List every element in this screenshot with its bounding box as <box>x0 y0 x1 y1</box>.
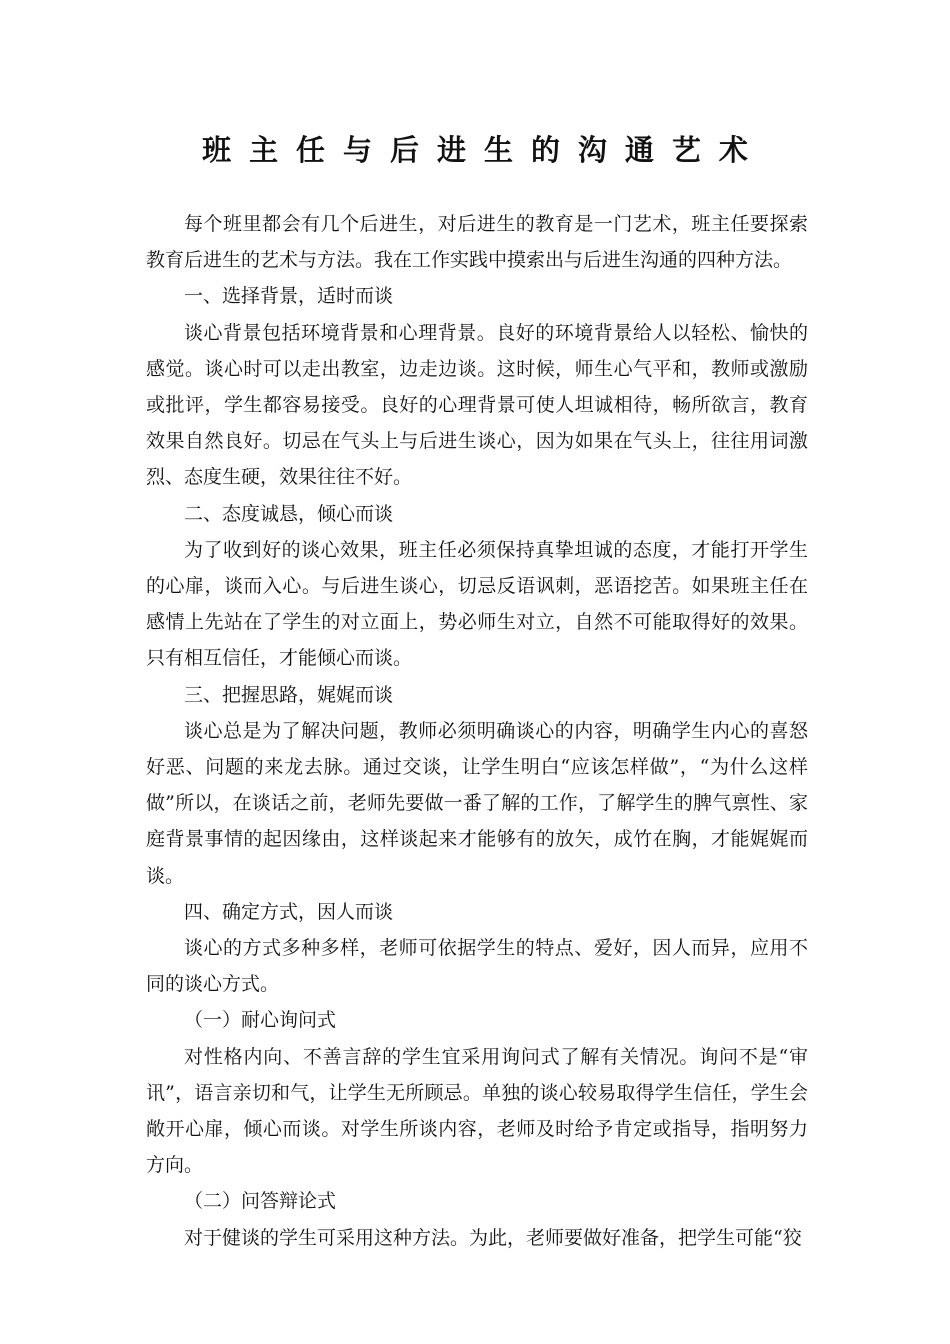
subsection-heading-1: （一）耐心询问式 <box>184 1009 337 1032</box>
document-title: 班主任与后进生的沟通艺术 <box>202 133 766 167</box>
section-heading-1: 一、选择背景，适时而谈 <box>184 285 394 308</box>
section-heading-2: 二、态度诚恳，倾心而谈 <box>184 502 394 525</box>
section-4-paragraph: 谈心的方式多种多样，老师可依据学生的特点、爱好，因人而异，应用不同的谈心方式。 <box>146 937 808 996</box>
section-1-paragraph: 谈心背景包括环境背景和心理背景。良好的环境背景给人以轻松、愉快的感觉。谈心时可以走出教室，边走边谈。这时候，师生心气平和，教师或激励或批评，学生都容易接受。良好的心理背景可使人坦诚相待，畅所欲言，教育效果自然良好。切忌在气头上与后进生谈心，因为如果在气头上，往往用词激烈、态度生硬，效果往往不好。 <box>146 321 808 489</box>
subsection-heading-2: （二）问答辩论式 <box>184 1190 337 1213</box>
section-3-paragraph: 谈心总是为了解决问题，教师必须明确谈心的内容，明确学生内心的喜怒好恶、问题的来龙去脉。通过交谈，让学生明白“应该怎样做”，“为什么这样做”所以，在谈话之前，老师先要做一番了解的工作，了解学生的脾气禀性、家庭背景事情的起因缘由，这样谈起来才能够有的放矢，成竹在胸，才能娓娓而谈。 <box>146 719 808 887</box>
section-heading-3: 三、把握思路，娓娓而谈 <box>184 683 394 706</box>
document-body <box>146 206 808 1256</box>
subsection-1-paragraph: 对性格内向、不善言辞的学生宜采用询问式了解有关情况。询问不是“审讯”，语言亲切和气，让学生无所顾忌。单独的谈心较易取得学生信任，学生会敞开心扉，倾心而谈。对学生所谈内容，老师及时给予肯定或指导，指明努力方向。 <box>146 1045 808 1177</box>
section-2-paragraph: 为了收到好的谈心效果，班主任必须保持真挚坦诚的态度，才能打开学生的心扉，谈而入心。与后进生谈心，切忌反语讽刺，恶语挖苦。如果班主任在感情上先站在了学生的对立面上，势必师生对立，自然不可能取得好的效果。只有相互信任，才能倾心而谈。 <box>146 538 808 670</box>
subsection-2-paragraph: 对于健谈的学生可采用这种方法。为此，老师要做好准备，把学生可能“狡 <box>184 1226 802 1249</box>
section-heading-4: 四、确定方式，因人而谈 <box>184 900 394 923</box>
intro-paragraph: 每个班里都会有几个后进生，对后进生的教育是一门艺术，班主任要探索教育后进生的艺术与方法。我在工作实践中摸索出与后进生沟通的四种方法。 <box>146 213 808 272</box>
